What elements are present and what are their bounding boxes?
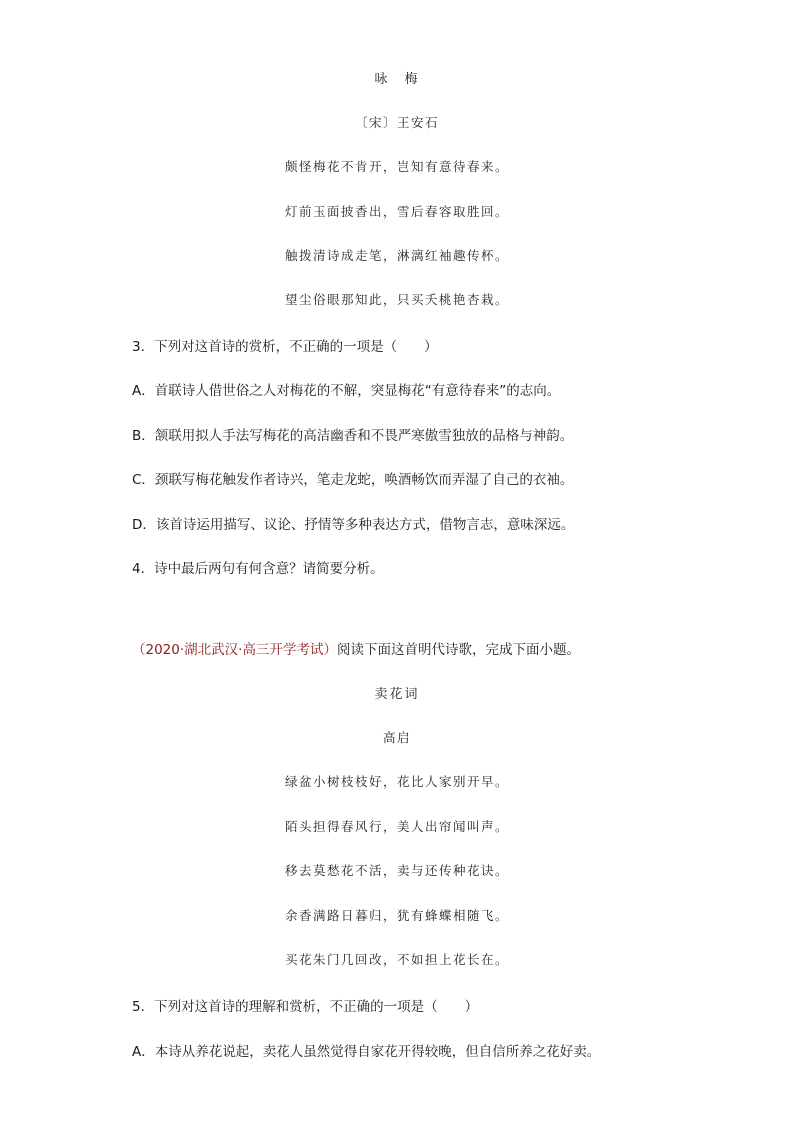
question3-stem: 3．下列对这首诗的赏析，不正确的一项是（ ）: [132, 339, 438, 355]
poem1-line: 灯前玉面披香出，雪后春容取胜回。: [284, 204, 509, 219]
poem2-line: 陌头担得春风行，美人出帘闻叫声。: [284, 819, 509, 834]
question5-stem: 5．下列对这首诗的理解和赏析，不正确的一项是（ ）: [132, 999, 479, 1015]
question3-option-c: C．颈联写梅花触发作者诗兴，笔走龙蛇，唤酒畅饮而弄湿了自己的衣袖。: [132, 472, 574, 488]
poem1-line: 颇怪梅花不肯开，岂知有意待春来。: [284, 159, 509, 174]
section2-instruction: 阅读下面这首明代诗歌，完成下面小题。: [336, 642, 580, 658]
poem2-line: 绿盆小树枝枝好，花比人家别开早。: [284, 774, 509, 789]
section2-header: [132, 638, 772, 658]
poem1-line: 望尘俗眼那知此，只买夭桃艳杏栽。: [284, 292, 509, 307]
poem2-line: 余香满路日暮归，犹有蜂蝶相随飞。: [284, 908, 509, 923]
poem2-line: 买花朱门几回改，不如担上花长在。: [284, 952, 509, 967]
question3-option-a: A．首联诗人借世俗之人对梅花的不解，突显梅花“有意待春来”的志向。: [132, 383, 561, 399]
question5-option-a: A．本诗从养花说起，卖花人虽然觉得自家花开得较晚，但自信所养之花好卖。: [132, 1044, 601, 1060]
poem2-title: 卖花词: [374, 687, 420, 702]
poem1-line: 触拨清诗成走笔，淋漓红袖趣传杯。: [284, 248, 509, 263]
poem2-line: 移去莫愁花不活，卖与还传种花诀。: [284, 863, 509, 878]
question3-option-b: B．颔联用拟人手法写梅花的高洁幽香和不畏严寒傲雪独放的品格与神韵。: [132, 428, 574, 444]
poem2-author: 高启: [382, 730, 411, 745]
poem1-title: 咏 梅: [374, 72, 420, 87]
section2-source: （2020·湖北武汉·高三开学考试）: [132, 642, 337, 658]
question4-stem: 4．诗中最后两句有何含意？请简要分析。: [132, 561, 384, 577]
question3-option-d: D．该首诗运用描写、议论、抒情等多种表达方式，借物言志，意味深远。: [132, 517, 575, 533]
poem1-author: 〔宋〕王安石: [354, 115, 439, 130]
